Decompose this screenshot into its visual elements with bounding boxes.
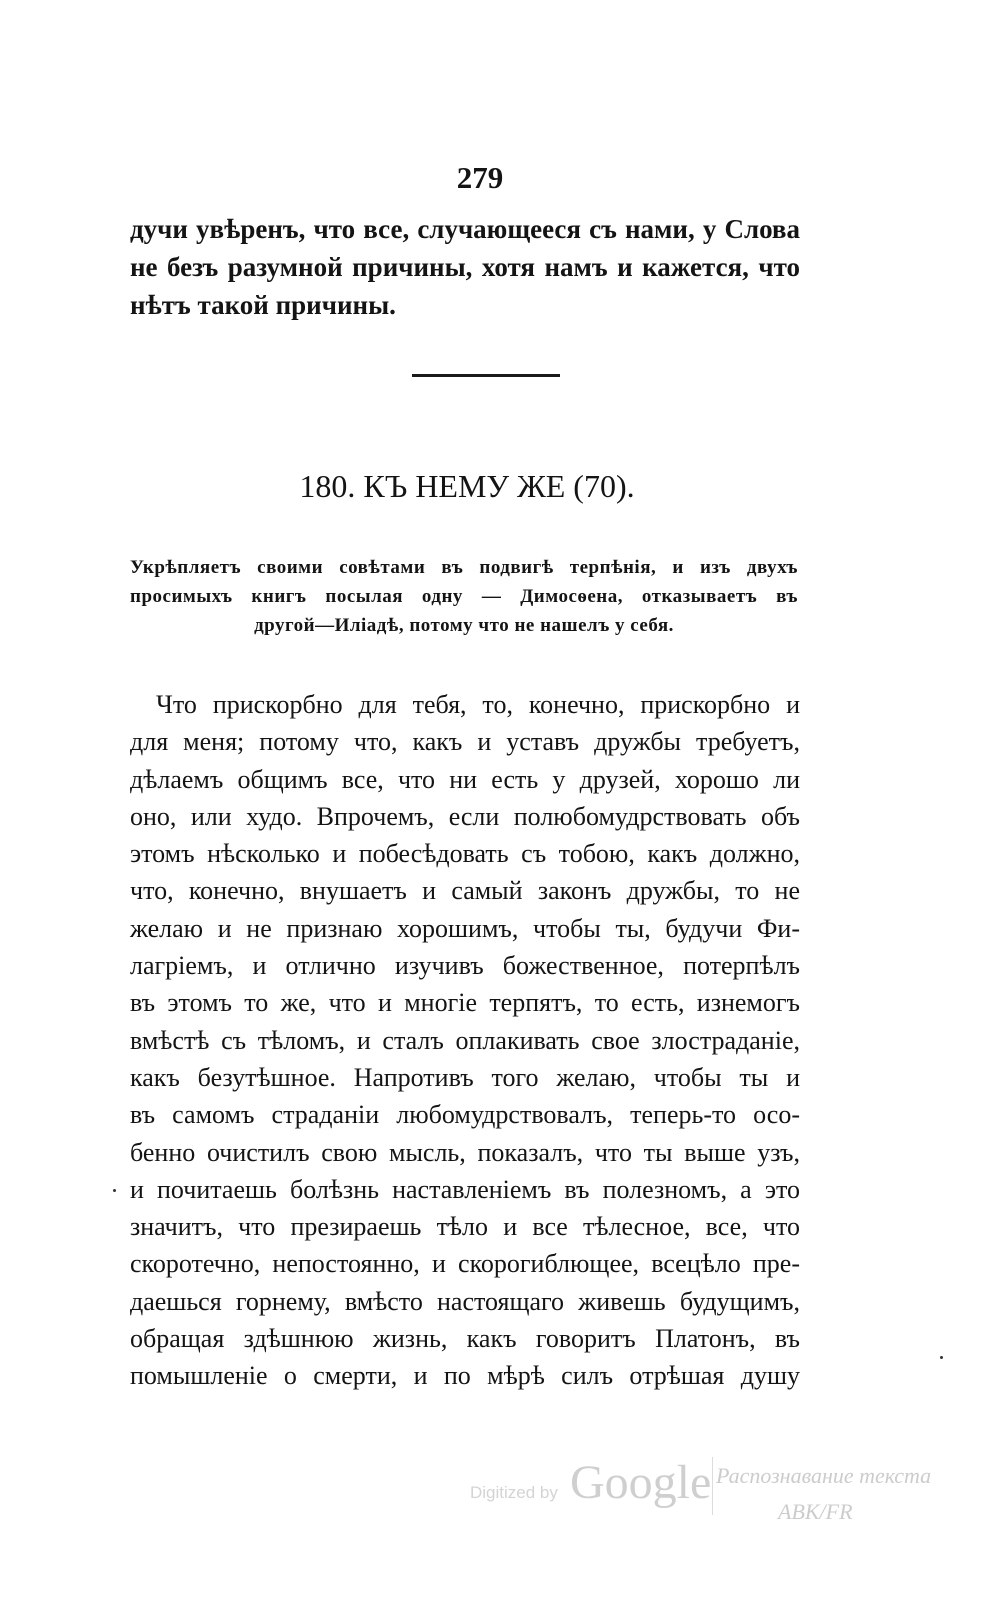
recognition-credit: Распознавание текста	[716, 1463, 932, 1488]
body-line: оно, или худо. Впрочемъ, если полюбомудрствовать объ	[130, 801, 800, 831]
body-line: обращая здѣшнюю жизнь, какъ говоритъ Платонъ, въ	[130, 1324, 800, 1354]
body-line: Что прискорбно для тебя, то, конечно, прискорбно и	[156, 690, 800, 719]
summary-line: просимыхъ книгъ посылая одну — Димосѳена, отказываетъ въ	[130, 586, 798, 607]
recognition-credit-initials: ABK/FR	[778, 1499, 853, 1524]
digitized-by-label: Digitized by	[470, 1483, 558, 1502]
body-line: въ этомъ то же, что и многіе терпятъ, то есть, изнемогъ	[130, 988, 800, 1018]
previous-letter-ending	[130, 210, 800, 324]
body-line: помышленіе о смерти, и по мѣрѣ силъ отрѣшая душу	[130, 1361, 800, 1391]
body-line: дѣлаемъ общимъ все, что ни есть у друзей, хорошо ли	[130, 764, 800, 794]
ink-speck	[113, 1189, 116, 1192]
summary-line: другой—Иліадѣ, потому что не нашелъ у себя.	[254, 615, 674, 636]
page-number: 279	[456, 160, 504, 195]
body-line: скоротечно, непостоянно, и скорогиблющее, всецѣло пре-	[130, 1249, 800, 1279]
body-line: для меня; потому что, какъ и уставъ дружбы требуетъ,	[130, 727, 800, 757]
text-line: нѣтъ такой причины.	[130, 290, 396, 320]
summary-line: Укрѣпляетъ своими совѣтами въ подвигѣ терпѣнія, и изъ двухъ	[130, 557, 798, 578]
google-logo: Google	[570, 1456, 712, 1509]
body-line: даешься горнему, вмѣсто настоящаго живешь будущимъ,	[130, 1286, 800, 1316]
text-line: дучи увѣренъ, что все, случающееся съ нами, у Слова	[130, 214, 800, 244]
letter-summary	[130, 553, 798, 640]
section-title: 180. КЪ НЕМУ ЖЕ (70).	[299, 468, 635, 504]
body-line: и почитаешь болѣзнь наставленіемъ въ полезномъ, а это	[130, 1174, 800, 1204]
letter-body	[130, 686, 800, 1395]
watermark-divider	[712, 1457, 713, 1515]
body-line: что, конечно, внушаетъ и самый законъ дружбы, то не	[130, 876, 800, 906]
digitization-watermark	[470, 1455, 970, 1565]
body-line: значитъ, что презираешь тѣло и все тѣлесное, все, что	[130, 1212, 800, 1242]
body-line: въ самомъ страданіи любомудрствовалъ, теперь-то осо-	[130, 1100, 800, 1130]
body-line: лагріемъ, и отлично изучивъ божественное, потерпѣлъ	[130, 951, 800, 981]
ink-speck	[940, 1356, 943, 1359]
body-line: желаю и не признаю хорошимъ, чтобы ты, будучи Фи-	[130, 913, 800, 943]
body-line: этомъ нѣсколько и побесѣдовать съ тобою, какъ должно,	[130, 839, 800, 869]
text-line: не безъ разумной причины, хотя намъ и кажется, что	[130, 252, 800, 282]
body-line: бенно очистилъ свою мысль, показалъ, что ты выше узъ,	[130, 1137, 800, 1167]
section-divider	[412, 374, 560, 377]
body-line: вмѣстѣ съ тѣломъ, и сталъ оплакивать свое злостраданіе,	[130, 1025, 800, 1055]
body-line: какъ безутѣшное. Напротивъ того желаю, чтобы ты и	[130, 1062, 800, 1092]
